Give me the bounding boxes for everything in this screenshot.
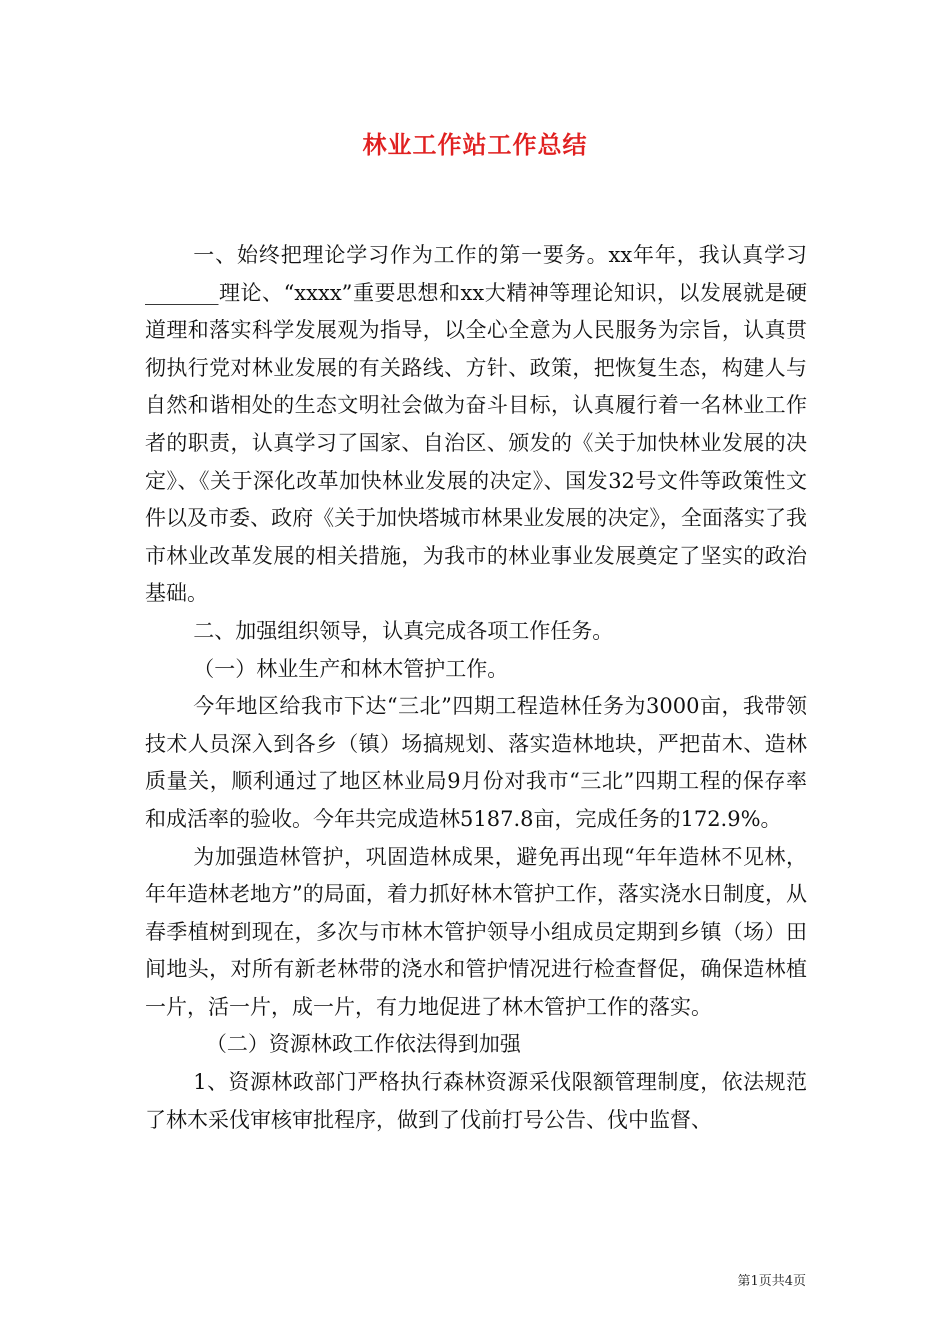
- document-title: 林业工作站工作总结: [362, 130, 588, 159]
- paragraph-subsection-one-heading: （一）林业生产和林木管护工作。: [193, 656, 509, 681]
- page-number-footer: 第1页共4页: [737, 1274, 806, 1289]
- paragraph-afforestation-task: 今年地区给我市下达“三北”四期工程造林任务为3000亩，我带领技术人员深入到各乡（镇）场搞规划、落实造林地块，严把苗木、造林质量关，顺利通过了地区林业局9月份对我市“三北”四期工程的保存率和成活率的验收。今年共完成造林5187.8亩，完成任务的172.9%。: [145, 694, 807, 831]
- paragraph-theory-study: 一、始终把理论学习作为工作的第一要务。xx年年，我认真学习_______理论、“xxxx”重要思想和xx大精神等理论知识，以发展就是硬道理和落实科学发展观为指导，以全心全意为人民服务为宗旨，认真贯彻执行党对林业发展的有关路线、方针、政策，把恢复生态，构建人与自然和谐相处的生态文明社会做为奋斗目标，认真履行着一名林业工作者的职责，认真学习了国家、自治区、颁发的《关于加快林业发展的决定》、《关于深化改革加快林业发展的决定》、国发32号文件等政策性文件以及市委、政府《关于加快塔城市林果业发展的决定》，全面落实了我市林业改革发展的相关措施，为我市的林业事业发展奠定了坚实的政治基础。: [145, 243, 807, 606]
- paragraph-subsection-two-heading: （二）资源林政工作依法得到加强: [205, 1032, 521, 1057]
- paragraph-logging-quota: 1、资源林政部门严格执行森林资源采伐限额管理制度，依法规范了林木采伐审核审批程序，做到了伐前打号公告、伐中监督、: [145, 1070, 807, 1132]
- paragraph-forest-protection: 为加强造林管护，巩固造林成果，避免再出现“年年造林不见林，年年造林老地方”的局面，着力抓好林木管护工作，落实浇水日制度，从春季植树到现在，多次与市林木管护领导小组成员定期到乡镇（场）田间地头，对所有新老林带的浇水和管护情况进行检查督促，确保造林植一片，活一片，成一片，有力地促进了林木管护工作的落实。: [145, 844, 807, 1019]
- paragraph-section-two-heading: 二、加强组织领导，认真完成各项工作任务。: [193, 618, 614, 643]
- document-body: [145, 237, 807, 1139]
